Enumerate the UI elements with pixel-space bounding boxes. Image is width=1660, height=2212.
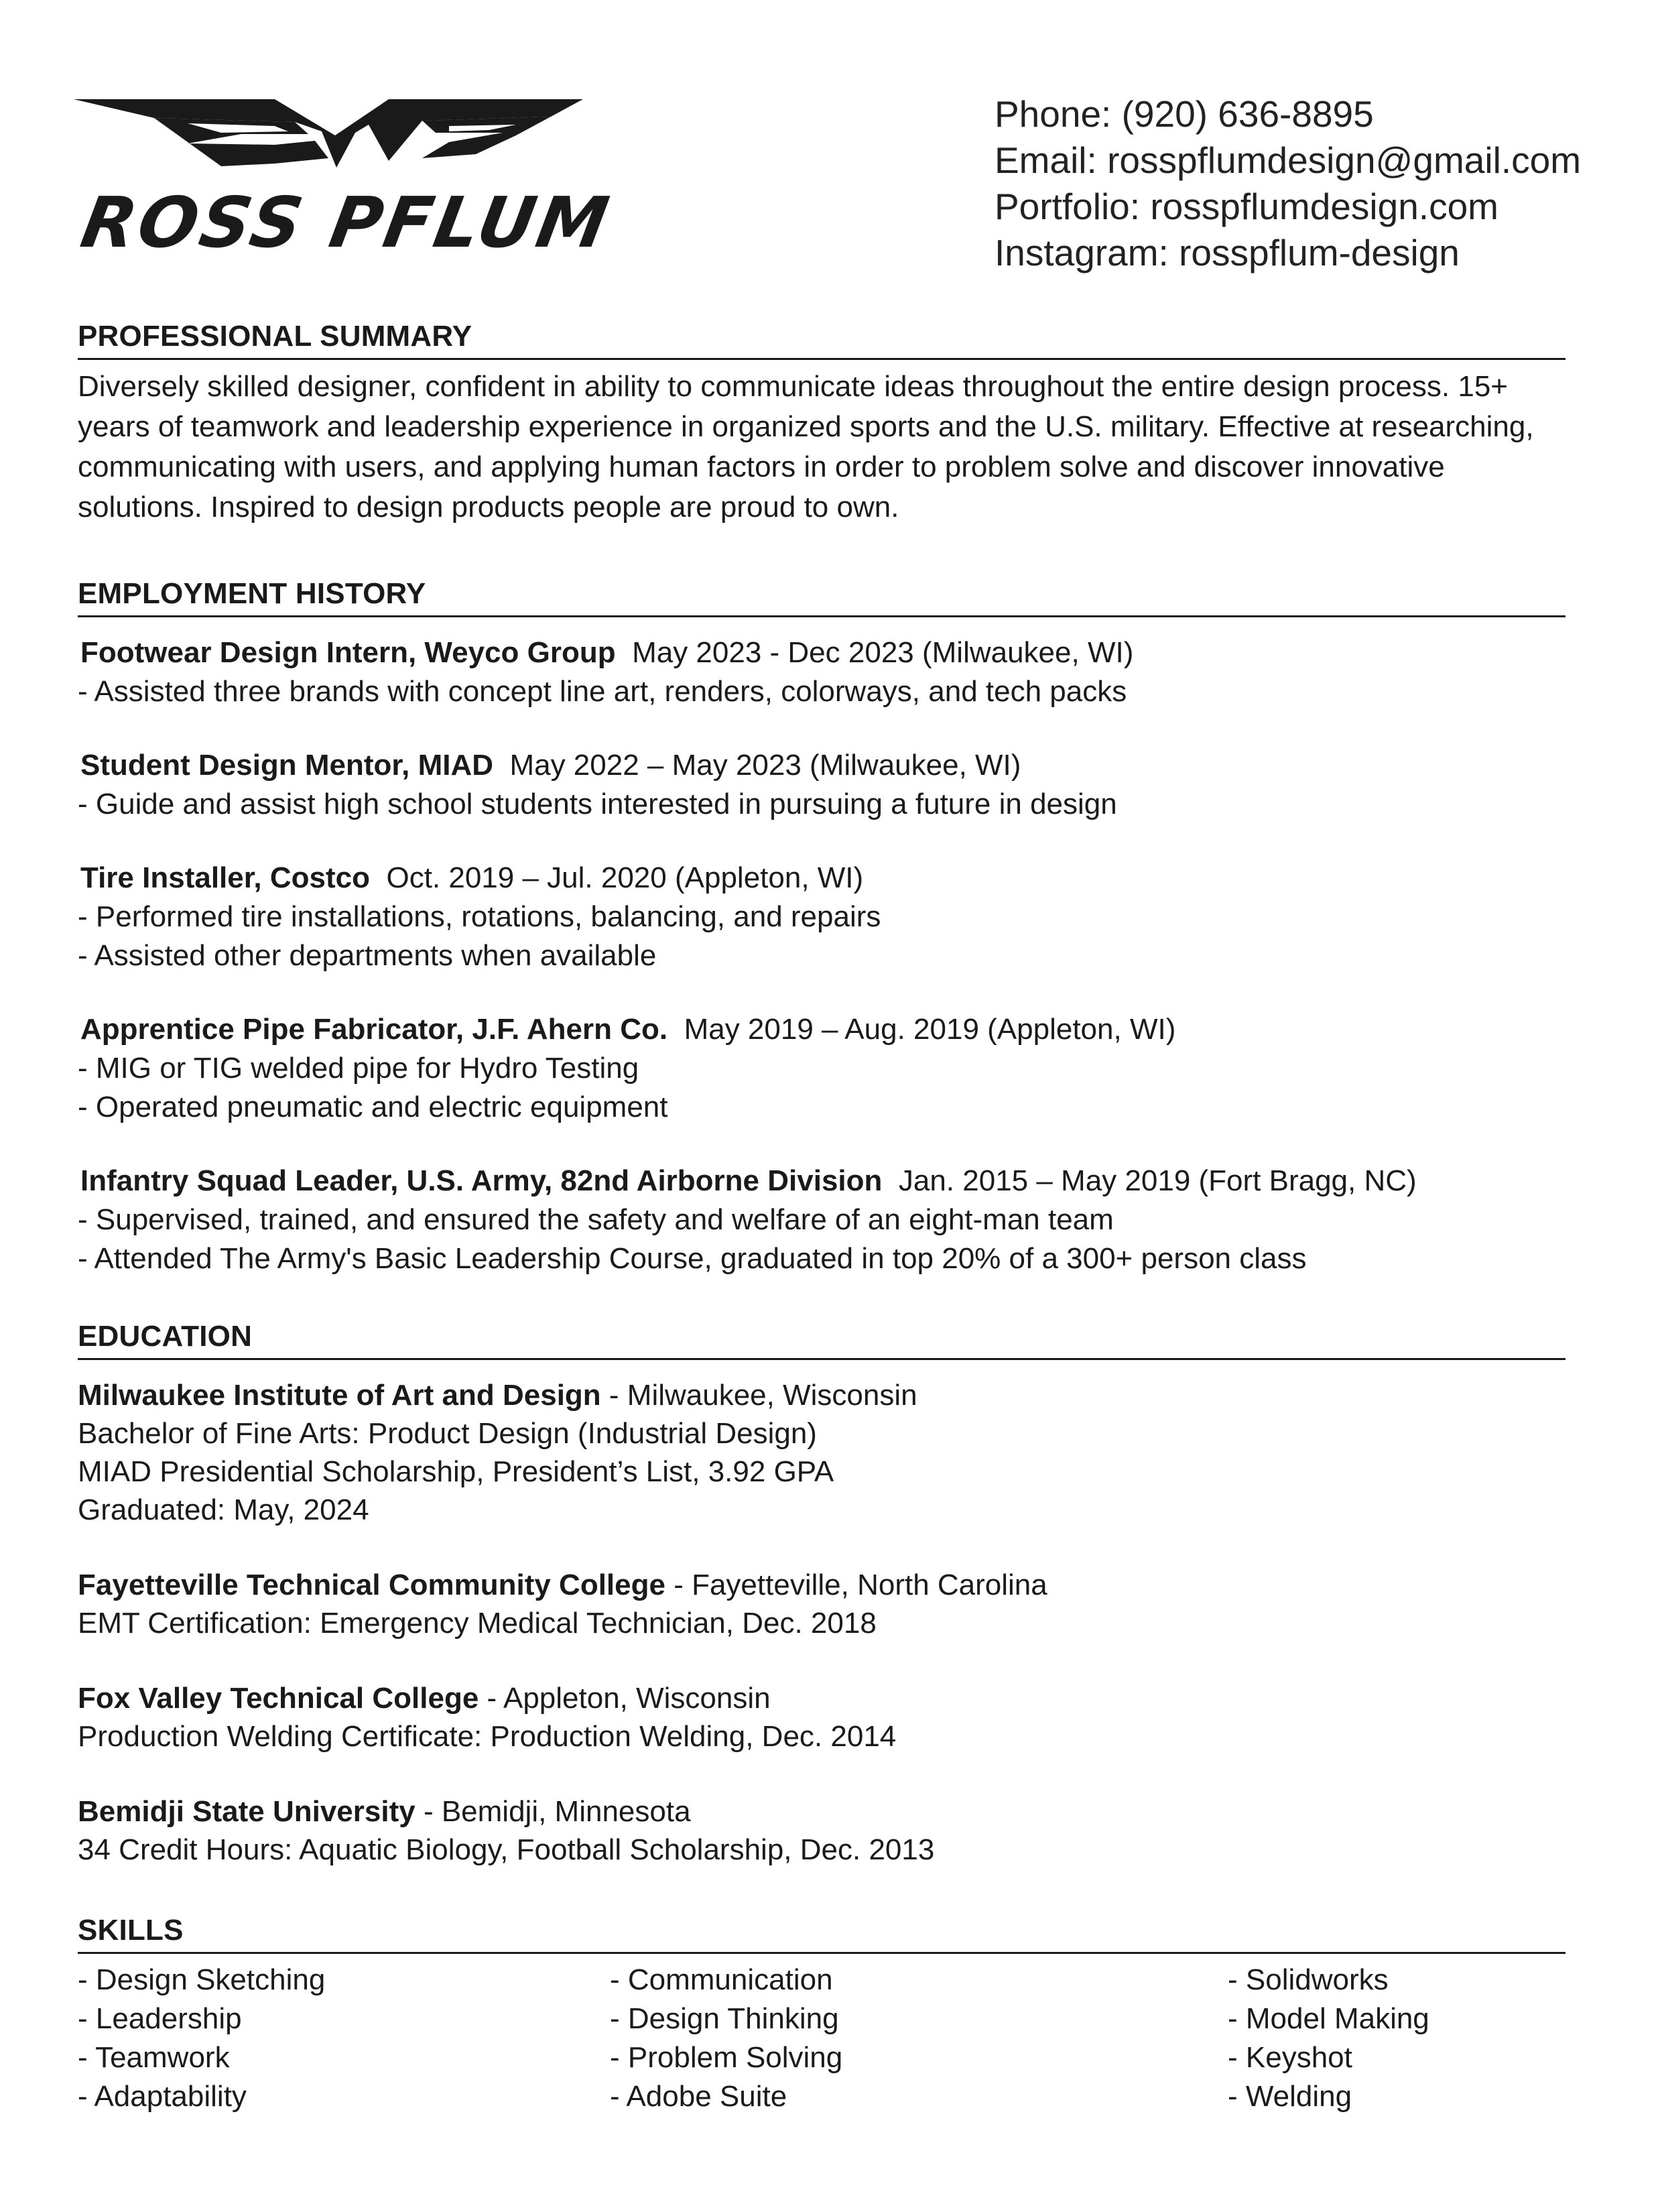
school-name: Bemidji State University bbox=[78, 1795, 416, 1828]
job-title: Infantry Squad Leader, U.S. Army, 82nd Airborne Division bbox=[80, 1164, 883, 1197]
job-title: Apprentice Pipe Fabricator, J.F. Ahern Co. bbox=[80, 1013, 668, 1046]
job-title-line bbox=[78, 1162, 1566, 1201]
school-location: - Fayetteville, North Carolina bbox=[665, 1569, 1047, 1601]
skill-item: - Keyshot bbox=[1228, 2041, 1352, 2074]
skill-item: - Leadership bbox=[78, 2002, 242, 2035]
contact-phone: Phone: (920) 636-8895 bbox=[995, 93, 1374, 135]
job-bullet: - Assisted three brands with concept line art, renders, colorways, and tech packs bbox=[78, 675, 1127, 708]
education-detail: MIAD Presidential Scholarship, President’s List, 3.92 GPA bbox=[78, 1455, 834, 1488]
skill-item: - Solidworks bbox=[1228, 1963, 1389, 1996]
logo bbox=[74, 94, 617, 263]
job-dates: May 2022 – May 2023 (Milwaukee, WI) bbox=[509, 749, 1021, 782]
skills-column bbox=[78, 1961, 325, 2116]
section-divider bbox=[78, 615, 1566, 617]
job-entry bbox=[78, 1162, 1566, 1278]
skills-section bbox=[78, 1912, 1566, 2122]
school-name: Fox Valley Technical College bbox=[78, 1682, 479, 1715]
school-location: - Milwaukee, Wisconsin bbox=[600, 1379, 917, 1412]
job-bullet: - Guide and assist high school students interested in pursuing a future in design bbox=[78, 788, 1117, 820]
job-bullet: - Assisted other departments when available bbox=[78, 939, 657, 972]
education-entry bbox=[78, 1376, 1566, 1529]
school-name: Fayetteville Technical Community College bbox=[78, 1569, 665, 1601]
skill-item: - Adobe Suite bbox=[610, 2080, 787, 2113]
summary-text: Diversely skilled designer, confident in ability to communicate ideas throughout the entire design process. 15+ years of teamwork and leadership experience in organized sports and the U.S. military. Effective at researching, communicating with users, and applying human factors in order to problem solve and discover innovative solutions. Inspired to design products people are proud to own. bbox=[78, 370, 1534, 524]
job-title-line bbox=[78, 633, 1566, 672]
job-title-line bbox=[78, 746, 1566, 785]
skills-column bbox=[610, 1961, 842, 2116]
skill-item: - Teamwork bbox=[78, 2041, 230, 2074]
job-dates: Oct. 2019 – Jul. 2020 (Appleton, WI) bbox=[386, 861, 864, 894]
job-entry bbox=[78, 746, 1566, 824]
school-line bbox=[78, 1566, 1566, 1604]
section-divider bbox=[78, 1358, 1566, 1360]
contact-portfolio[interactable]: Portfolio: rosspflumdesign.com bbox=[995, 186, 1498, 227]
education-detail: Production Welding Certificate: Production Welding, Dec. 2014 bbox=[78, 1720, 897, 1753]
job-list bbox=[78, 633, 1566, 1278]
skill-item: - Welding bbox=[1228, 2080, 1352, 2113]
education-entry bbox=[78, 1566, 1566, 1642]
section-divider bbox=[78, 358, 1566, 360]
employment-section bbox=[78, 575, 1566, 1278]
job-bullet: - MIG or TIG welded pipe for Hydro Testing bbox=[78, 1052, 639, 1085]
job-title: Footwear Design Intern, Weyco Group bbox=[80, 636, 616, 669]
education-heading: EDUCATION bbox=[78, 1320, 253, 1353]
school-name: Milwaukee Institute of Art and Design bbox=[78, 1379, 601, 1412]
contact-instagram[interactable]: Instagram: rosspflum-design bbox=[995, 232, 1460, 273]
job-bullet: - Supervised, trained, and ensured the safety and welfare of an eight-man team bbox=[78, 1203, 1114, 1236]
job-entry bbox=[78, 859, 1566, 975]
section-divider bbox=[78, 1952, 1566, 1954]
education-detail: Bachelor of Fine Arts: Product Design (Industrial Design) bbox=[78, 1417, 817, 1450]
job-bullet: - Attended The Army's Basic Leadership Course, graduated in top 20% of a 300+ person class bbox=[78, 1242, 1307, 1275]
job-entry bbox=[78, 1010, 1566, 1127]
summary-section bbox=[78, 318, 1566, 528]
job-title: Student Design Mentor, MIAD bbox=[80, 749, 493, 782]
wings-logo-icon bbox=[74, 94, 583, 181]
logo-wordmark: ROSS PFLUM bbox=[75, 182, 617, 263]
skill-item: - Problem Solving bbox=[610, 2041, 843, 2074]
education-detail: Graduated: May, 2024 bbox=[78, 1493, 369, 1526]
job-title-line bbox=[78, 1010, 1566, 1049]
school-location: - Appleton, Wisconsin bbox=[478, 1682, 771, 1715]
education-detail: 34 Credit Hours: Aquatic Biology, Football Scholarship, Dec. 2013 bbox=[78, 1833, 935, 1866]
school-line bbox=[78, 1679, 1566, 1717]
skill-item: - Adaptability bbox=[78, 2080, 247, 2113]
job-entry bbox=[78, 633, 1566, 711]
school-location: - Bemidji, Minnesota bbox=[415, 1795, 691, 1828]
skills-column bbox=[1228, 1961, 1429, 2116]
job-title-line bbox=[78, 859, 1566, 898]
job-dates: May 2023 - Dec 2023 (Milwaukee, WI) bbox=[632, 636, 1134, 669]
school-line bbox=[78, 1376, 1566, 1414]
education-list bbox=[78, 1376, 1566, 1869]
contact-info bbox=[995, 91, 1598, 276]
skills-heading: SKILLS bbox=[78, 1914, 184, 1947]
education-entry bbox=[78, 1792, 1566, 1869]
skill-item: - Design Sketching bbox=[78, 1963, 326, 1996]
school-line bbox=[78, 1792, 1566, 1831]
job-bullet: - Operated pneumatic and electric equipment bbox=[78, 1091, 668, 1123]
skills-grid bbox=[78, 1961, 1566, 2122]
job-bullet: - Performed tire installations, rotations, balancing, and repairs bbox=[78, 900, 881, 933]
job-title: Tire Installer, Costco bbox=[80, 861, 371, 894]
education-section bbox=[78, 1318, 1566, 1869]
contact-email[interactable]: Email: rosspflumdesign@gmail.com bbox=[995, 139, 1582, 181]
education-detail: EMT Certification: Emergency Medical Technician, Dec. 2018 bbox=[78, 1607, 877, 1640]
employment-heading: EMPLOYMENT HISTORY bbox=[78, 577, 426, 610]
education-entry bbox=[78, 1679, 1566, 1756]
job-dates: Jan. 2015 – May 2019 (Fort Bragg, NC) bbox=[898, 1164, 1417, 1197]
skill-item: - Design Thinking bbox=[610, 2002, 839, 2035]
skill-item: - Model Making bbox=[1228, 2002, 1429, 2035]
skill-item: - Communication bbox=[610, 1963, 833, 1996]
summary-heading: PROFESSIONAL SUMMARY bbox=[78, 320, 472, 353]
job-dates: May 2019 – Aug. 2019 (Appleton, WI) bbox=[684, 1013, 1176, 1046]
